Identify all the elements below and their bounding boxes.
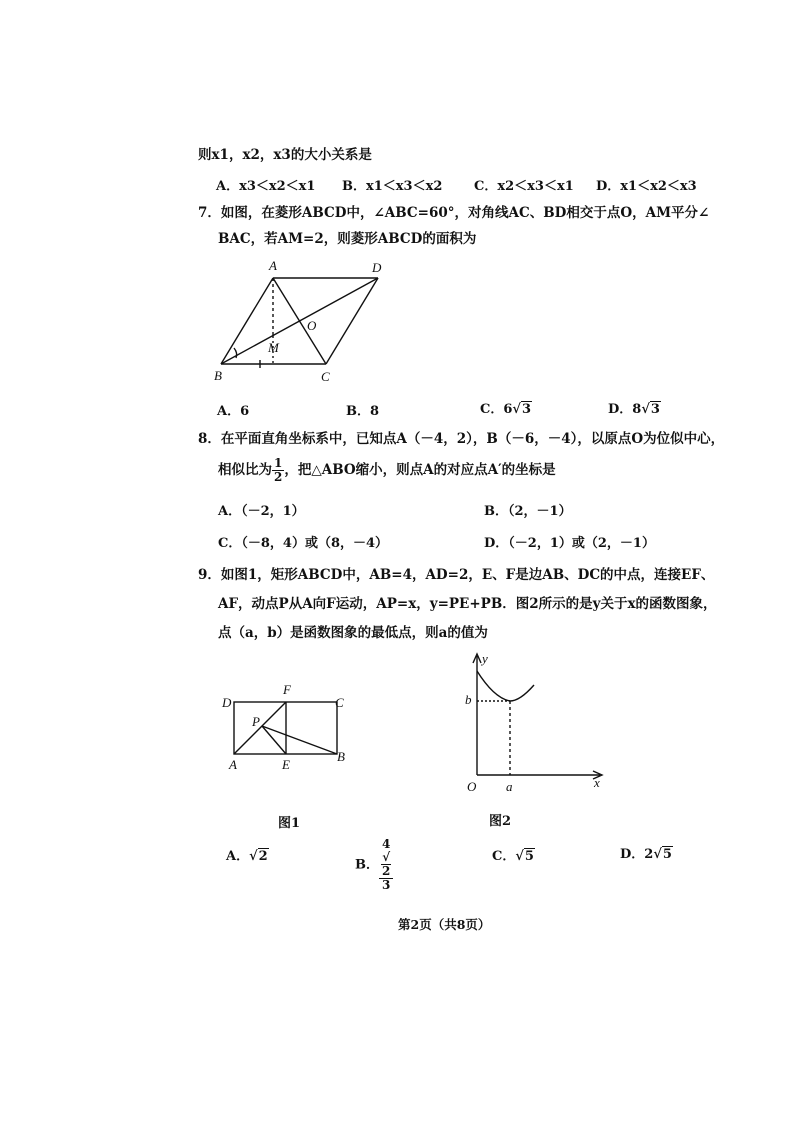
q9-segment-af [234, 702, 286, 754]
q7-label-d: D [372, 260, 382, 275]
q6-option-a: A．x3＜x2＜x1 [216, 179, 316, 194]
q9-fig1-label-c: C [335, 695, 344, 710]
q6-option-b: B．x1＜x3＜x2 [342, 179, 443, 194]
q9-fig2-label-o: O [467, 779, 477, 794]
q9-option-b-fraction: 4 √ 2 3 [379, 838, 393, 892]
q8-stem-line2: 相似比为 $\frac{1}{2}$ ，把△ABO缩小，则点A的对应点A′的坐标是 [218, 456, 556, 484]
q7-label-c: C [321, 369, 330, 384]
q9-fig2-label-b: b [465, 692, 472, 707]
q9-stem-line1: 9．如图1，矩形ABCD中，AB=4，AD=2，E、F是边AB、DC的中点，连接EF、 [198, 567, 715, 583]
q7-stem-line1: 7．如图，在菱形ABCD中，∠ABC=60°，对角线AC、BD相交于点O，AM平分∠ [198, 205, 710, 221]
q6-stem: 则x1，x2，x3的大小关系是 [198, 147, 372, 163]
q7-edge-cd [326, 278, 378, 364]
q7-option-c: C．6√3 [480, 402, 531, 417]
q9-fig2-label-y: y [482, 651, 488, 666]
q9-figure2-graph [460, 650, 610, 790]
q7-option-b: B．8 [346, 404, 380, 419]
q9-option-d: D．2√5 [620, 847, 672, 862]
q9-figure2-caption: 图2 [489, 814, 512, 829]
q7-edge-ab [221, 278, 273, 364]
q9-fig1-label-p: P [252, 714, 260, 729]
q7-label-a: A [269, 258, 277, 273]
q9-fig1-label-d: D [222, 695, 232, 710]
q9-stem-line2: AF，动点P从A向F运动，AP=x，y=PE+PB．图2所示的是y关于x的函数图象， [218, 596, 717, 612]
q9-option-c: C．√5 [492, 849, 534, 864]
page-footer: 第2页（共8页） [398, 917, 491, 932]
q7-label-b: B [214, 368, 222, 383]
q8-option-d: D．（－2，1）或（2，－1） [484, 536, 655, 551]
q7-stem-line2: BAC，若AM=2，则菱形ABCD的面积为 [218, 231, 477, 247]
q9-option-b: B． 4 √ 2 3 [355, 838, 393, 892]
q9-fig1-label-e: E [282, 757, 290, 772]
q6-option-d: D．x1＜x2＜x3 [596, 179, 697, 194]
q9-fig1-label-f: F [283, 682, 291, 697]
q7-label-m: M [268, 340, 279, 355]
q8-option-b: B．（2，－1） [484, 504, 572, 519]
q9-fig1-label-b: B [337, 749, 345, 764]
q9-fig1-label-a: A [229, 757, 237, 772]
q7-label-o: O [307, 318, 317, 333]
q8-option-a: A．（－2，1） [218, 504, 305, 519]
q8-stem-line1: 8．在平面直角坐标系中，已知点A（－4，2），B（－6，－4），以原点O为位似中心， [198, 431, 725, 447]
q7-option-d: D．8√3 [608, 402, 660, 417]
q9-option-a: A．√2 [226, 849, 268, 864]
q8-option-c: C．（－8，4）或（8，－4） [218, 536, 389, 551]
q9-function-curve [477, 671, 534, 701]
q9-fig2-label-a: a [506, 779, 513, 794]
q9-stem-line3: 点（a，b）是函数图象的最低点，则a的值为 [218, 625, 488, 641]
q8-ratio-fraction: $\frac{1}{2}$ [274, 456, 283, 484]
q7-diagonal-bd [221, 278, 378, 364]
q7-option-a: A．6 [217, 404, 250, 419]
q9-fig2-label-x: x [594, 775, 600, 790]
q9-figure1-caption: 图1 [278, 816, 301, 831]
q6-option-c: C．x2＜x3＜x1 [474, 179, 574, 194]
